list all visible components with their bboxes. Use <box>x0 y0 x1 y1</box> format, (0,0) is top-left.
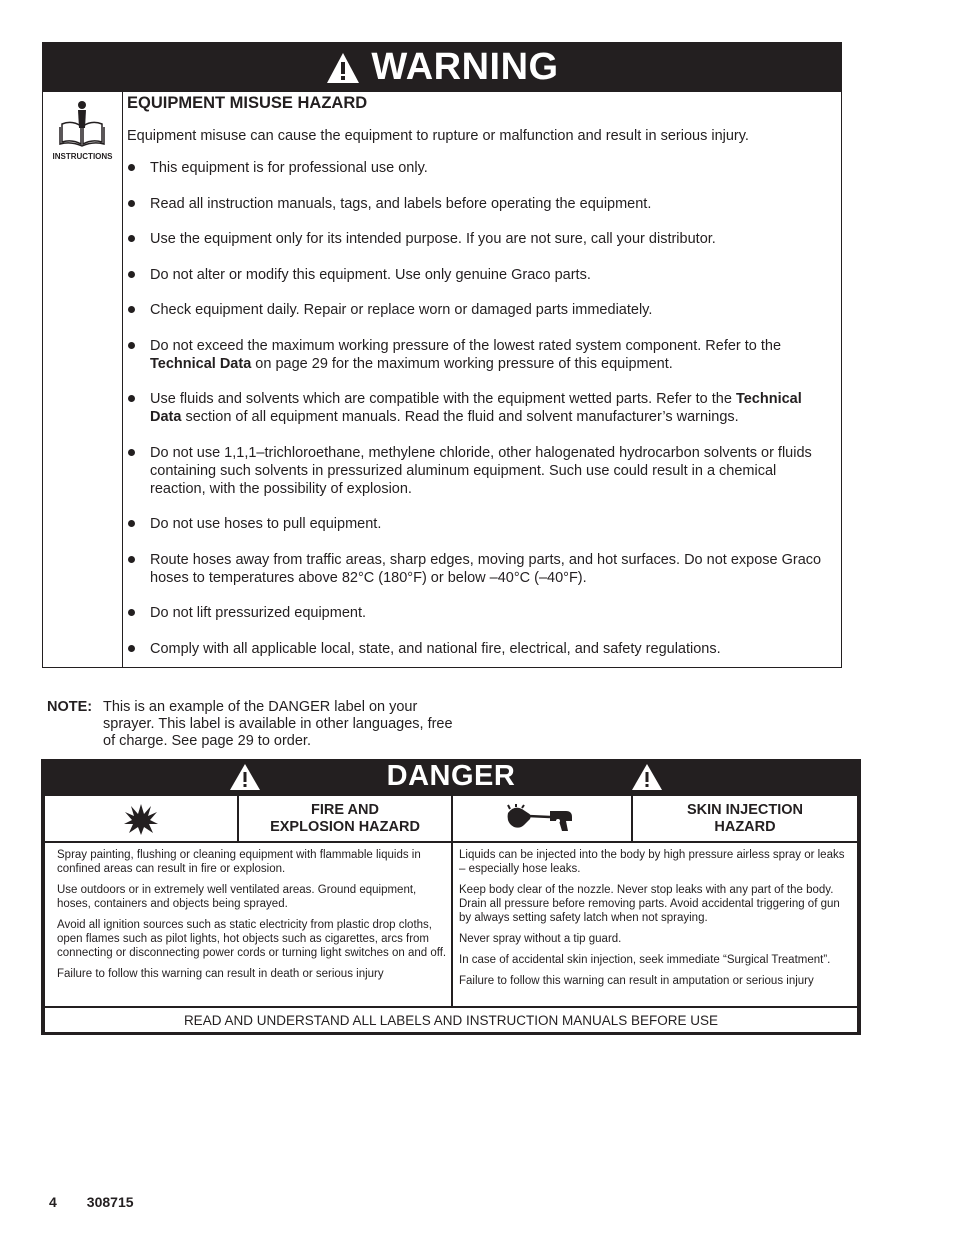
skin-hazard-text <box>453 843 857 1006</box>
bullet-text: Route hoses away from traffic areas, sharp edges, moving parts, and hot surfaces. Do not expose Graco hoses to temperatures above 82°C (180°F) or below –40°C (–40°F). <box>150 551 822 586</box>
skin-title-line1: SKIN INJECTION <box>686 801 803 818</box>
bullet-text: Read all instruction manuals, tags, and labels before operating the equipment. <box>150 195 652 212</box>
list-item <box>127 301 833 319</box>
note-text: This is an example of the DANGER label on your sprayer. This label is available in other languages, free of charge. See page 29 to order. <box>103 699 453 749</box>
bullet-text: Do not lift pressurized equipment. <box>150 605 366 621</box>
list-item <box>127 604 833 622</box>
danger-footer: READ AND UNDERSTAND ALL LABELS AND INSTRUCTION MANUALS BEFORE USE <box>45 1008 857 1032</box>
fire-paragraph: Use outdoors or in extremely well ventilated areas. Ground equipment, hoses, containers and objects being sprayed. <box>57 884 417 910</box>
technical-data-ref: Technical Data <box>150 355 252 372</box>
fire-paragraph: Failure to follow this warning can result in death or serious injury <box>57 968 384 980</box>
bullet-text: This equipment is for professional use only. <box>150 160 428 176</box>
bullet-text-before: Do not exceed the maximum working pressure of the lowest rated system component. Refer to the <box>150 337 782 354</box>
danger-title: DANGER <box>386 760 516 792</box>
skin-paragraph: Failure to follow this warning can result in amputation or serious injury <box>459 975 814 987</box>
bullet-text: Do not use 1,1,1–trichloroethane, methylene chloride, other halogenated hydrocarbon solvents or fluids containing such solvents in pressurized aluminum equipment. Such use could result in a chemical reaction, with the possibility of explosion. <box>150 444 812 497</box>
list-item <box>127 230 833 248</box>
list-item <box>127 515 833 533</box>
explosion-icon <box>123 802 159 836</box>
skin-paragraph: Never spray without a tip guard. <box>459 933 622 945</box>
list-item <box>127 159 833 177</box>
instructions-icon-column <box>43 92 123 667</box>
bullet-icon <box>128 271 135 278</box>
skin-paragraph: In case of accidental skin injection, seek immediate “Surgical Treatment”. <box>459 954 831 966</box>
warning-triangle-icon <box>325 51 361 85</box>
bullet-text: Do not use hoses to pull equipment. <box>150 516 382 532</box>
bullet-text-after: section of all equipment manuals. Read the fluid and solvent manufacturer’s warnings. <box>181 409 739 425</box>
warning-content <box>127 94 833 675</box>
bullet-text: Check equipment daily. Repair or replace worn or damaged parts immediately. <box>150 302 653 318</box>
technical-data-ref: Technical Data <box>150 391 802 425</box>
list-item <box>127 390 833 426</box>
note-label: NOTE: <box>47 699 93 715</box>
hazard-bullet-list <box>127 159 833 658</box>
list-item <box>127 195 833 213</box>
bullet-icon <box>128 164 135 171</box>
hazard-intro: Equipment misuse can cause the equipment to rupture or malfunction and result in serious injury. <box>127 128 749 144</box>
injection-icon-cell <box>453 796 631 841</box>
fire-title-line2: EXPLOSION HAZARD <box>270 818 420 835</box>
bullet-icon <box>128 395 135 402</box>
warning-title: WARNING <box>371 46 559 88</box>
skin-hazard-title <box>633 796 857 841</box>
instructions-label: INSTRUCTIONS <box>52 152 113 161</box>
bullet-icon <box>128 520 135 527</box>
fire-hazard-text <box>45 843 451 1006</box>
list-item <box>127 551 833 587</box>
bullet-icon <box>128 556 135 563</box>
bullet-text: Comply with all applicable local, state, and national fire, electrical, and safety regulations. <box>150 640 721 657</box>
bullet-text-after: on page 29 for the maximum working pressure of this equipment. <box>251 355 673 372</box>
bullet-text: Do not alter or modify this equipment. Use only genuine Graco parts. <box>150 266 591 283</box>
warning-box <box>42 42 842 668</box>
skin-paragraph: Keep body clear of the nozzle. Never stop leaks with any part of the body. Drain all pressure before removing parts. Avoid accidental triggering of gun by always setting safety latch when not spraying. <box>459 884 840 924</box>
hazard-title: EQUIPMENT MISUSE HAZARD <box>127 94 368 112</box>
bullet-icon <box>128 449 135 456</box>
bullet-icon <box>128 235 135 242</box>
warning-header <box>43 43 841 92</box>
document-number: 308715 <box>86 1194 134 1210</box>
danger-label <box>41 759 861 1035</box>
bullet-icon <box>128 200 135 207</box>
bullet-icon <box>128 342 135 349</box>
bullet-icon <box>128 645 135 652</box>
fire-paragraph: Avoid all ignition sources such as static electricity from plastic drop cloths, open flames such as pilot lights, hot objects such as cigarettes, arcs from connecting or disconnecting power cords or turning light switches on and off. <box>57 919 447 959</box>
bullet-text-before: Use fluids and solvents which are compatible with the equipment wetted parts. Refer to the <box>150 391 736 407</box>
fire-title-line1: FIRE AND <box>311 801 379 818</box>
skin-title-line2: HAZARD <box>714 818 776 835</box>
list-item <box>127 337 833 373</box>
list-item <box>127 640 833 658</box>
bullet-text: Use the equipment only for its intended purpose. If you are not sure, call your distributor. <box>150 231 716 247</box>
fire-hazard-title <box>239 796 451 841</box>
skin-paragraph: Liquids can be injected into the body by high pressure airless spray or leaks – especially hose leaks. <box>459 849 845 875</box>
page-number: 4 <box>49 1194 57 1210</box>
danger-header <box>41 759 861 795</box>
bullet-icon <box>128 306 135 313</box>
warning-triangle-icon <box>631 763 663 791</box>
list-item <box>127 266 833 284</box>
page-footer <box>49 1194 164 1210</box>
skin-injection-icon <box>506 803 578 835</box>
list-item <box>127 444 833 498</box>
bullet-icon <box>128 609 135 616</box>
read-instructions-icon <box>58 100 106 150</box>
fire-icon-cell <box>45 796 237 841</box>
fire-paragraph: Spray painting, flushing or cleaning equipment with flammable liquids in confined areas can result in fire or explosion. <box>57 849 421 875</box>
